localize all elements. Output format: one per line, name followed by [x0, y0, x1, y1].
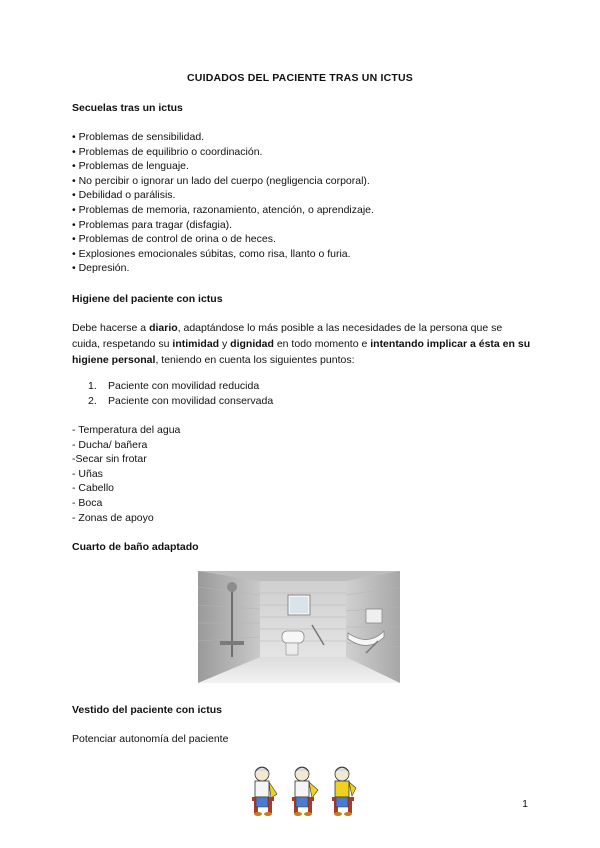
vestido-text: Potenciar autonomía del paciente — [72, 733, 229, 745]
list-number: 1. — [88, 380, 97, 392]
secuelas-list — [72, 130, 374, 276]
heading-vestido: Vestido del paciente con ictus — [72, 704, 222, 716]
paragraph-text: , adaptándose lo más posible a las necesidades de la persona que se cuida, respetando su — [72, 322, 503, 350]
list-item: - Boca — [72, 496, 103, 509]
higiene-paragraph — [72, 320, 532, 368]
list-item — [88, 394, 273, 409]
figure-1 — [252, 767, 277, 816]
paragraph-bold-intimidad: intimidad — [172, 338, 220, 350]
figure-2 — [292, 767, 318, 816]
movilidad-list — [88, 379, 273, 409]
list-item: • Problemas de memoria, razonamiento, atención, o aprendizaje. — [72, 203, 374, 216]
paragraph-bold-diario: diario — [149, 322, 178, 334]
list-item: - Ducha/ bañera — [72, 438, 148, 451]
list-item: • Debilidad o parálisis. — [72, 189, 176, 202]
paragraph-bold-implicar: intentando implicar a ésta en su higiene personal — [72, 338, 531, 366]
list-item: • Problemas de equilibrio o coordinación. — [72, 145, 263, 158]
list-item: • Problemas de sensibilidad. — [72, 131, 205, 143]
heading-bano: Cuarto de baño adaptado — [72, 541, 199, 553]
list-item: • Problemas para tragar (disfagia). — [72, 218, 233, 231]
heading-secuelas: Secuelas tras un ictus — [72, 102, 183, 114]
list-item: • Problemas de lenguaje. — [72, 160, 189, 173]
dressing-figures-image — [244, 764, 364, 818]
paragraph-text: , teniendo en cuenta los siguientes puntos: — [155, 354, 355, 366]
paragraph-text: y — [219, 338, 231, 350]
list-item: - Cabello — [72, 482, 115, 495]
paragraph-bold-dignidad: dignidad — [230, 338, 274, 350]
list-item: • No percibir o ignorar un lado del cuerpo (negligencia corporal). — [72, 174, 370, 187]
list-item: • Problemas de control de orina o de heces. — [72, 233, 276, 246]
paragraph-text: en todo momento e — [273, 338, 371, 350]
list-number: 2. — [88, 395, 97, 407]
puntos-list — [72, 423, 180, 525]
adapted-bathroom-image — [198, 571, 400, 683]
list-text: Paciente con movilidad conservada — [108, 395, 274, 407]
list-text: Paciente con movilidad reducida — [108, 380, 260, 392]
list-item: • Explosiones emocionales súbitas, como risa, llanto o furia. — [72, 247, 351, 260]
heading-higiene: Higiene del paciente con ictus — [72, 293, 223, 305]
page-number: 1 — [522, 798, 528, 810]
list-item: - Zonas de apoyo — [72, 511, 154, 524]
list-item — [88, 379, 273, 394]
document-title: CUIDADOS DEL PACIENTE TRAS UN ICTUS — [187, 72, 413, 84]
list-item: • Depresión. — [72, 262, 130, 275]
paragraph-text: Debe hacerse a — [72, 322, 150, 334]
list-item: - Uñas — [72, 467, 103, 480]
figure-3 — [332, 767, 356, 816]
list-item: -Secar sin frotar — [72, 453, 147, 466]
list-item: - Temperatura del agua — [72, 424, 181, 436]
